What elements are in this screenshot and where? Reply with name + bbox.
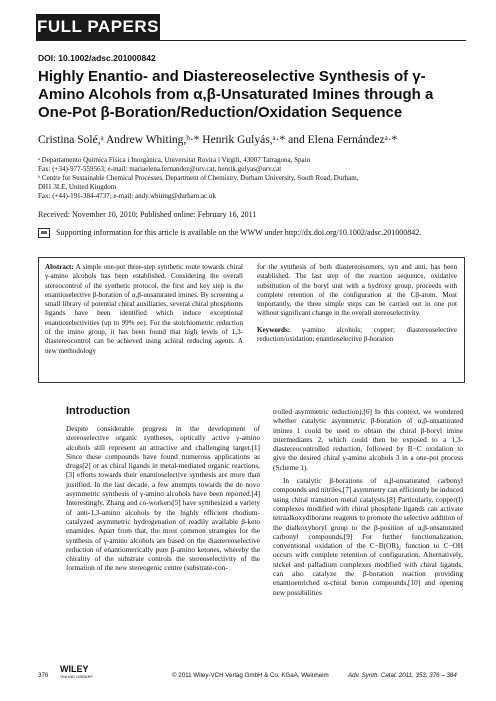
doi-line[interactable]: DOI: 10.1002/adsc.201000842	[38, 53, 156, 63]
abstract-text-left: A simple one-pot three-step synthetic route towards chiral γ-amino alcohols has been established. Considering the overall stereocontrol of the synthetic protocol, the first and key step is the enantioselective β-boration of α,β-unsaturated imines. By screening a small library of potential chiral auxiliaries, several chiral phosphorus ligands have been identified which induce exceptional enantioselectivities (up to 99% ee). For the stoichiometric reduction of the imino group, it has been found that high levels of 1,3-diastereocontrol can be achieved using achiral reducing agents. A new methodology	[45, 263, 243, 355]
abstract-box	[38, 257, 465, 383]
intro-right-para2: In catalytic β-borations of α,β-unsaturated carbonyl compounds and nitriles,[7] asymmetry can efficiently be induced using chiral transition metal catalysts.[8] Particularly, copper(I) complexes modified with chiral phosphine ligands can activate tetraalkoxydiborane reagents to promote the selective addition of the dialkoxyboryl group to the β-position of α,β-unsaturated carbonyl compounds.[9] For further functionalization, conventional oxidation of the C−B(OR)₂ function to C−OH occurs with complete retention of configuration. Alternatively, nickel and palladium complexes modified with chiral ligands, can also catalyze the β-boration reaction providing enantioenriched α-chiral boron compounds,[10] and opening new possibilities	[273, 476, 463, 597]
author-list: Cristina Solé,ᵃ Andrew Whiting,ᵇ·* Henrik Gulyás,ᵃ·* and Elena Fernándezᵃ·*	[38, 134, 398, 146]
page-number: 376	[38, 672, 49, 679]
affiliation-b-line3[interactable]: Fax: (+44)-191-384-4737; e-mail: andy.whiting@durham.ac.uk	[38, 192, 216, 200]
intro-column-right	[273, 407, 463, 597]
abstract-text-right: for the synthesis of both diastereoisomers, syn and anti, has been established. The last step of the reaction sequence, oxidative substitution of the boryl unit with a hydroxy group, proceeds with complete retention of the configuration at the Cβ-atom. Most importantly, the three simple steps can be carried out in one pot without significant change in the overall stereoselectivity.	[257, 263, 457, 318]
section-banner: FULL PAPERS	[36, 14, 160, 40]
abstract-left-column	[45, 263, 243, 356]
wiley-logo	[60, 664, 104, 682]
header-rule	[36, 40, 466, 41]
intro-column-left: Despite considerable progress in the development of stereoselective organic syntheses, optically active γ-amino alcohols still represent an attractive and challenging target.[1] Since these compounds have found numerous applications as drugs[2] or as chiral ligands in metal-mediated organic reactions,[3] efforts towards their enantioselective synthesis are more than justified. In the last decade, a few attempts towards the de novo asymmetric synthesis of γ-amino alcohols have been reported.[4] Interestingly, Zhang and co-workers[5] have synthesized a variety of anti-1,3-amino alcohols by the highly efficient rhodium-catalyzed asymmetric hydrogenation of readily available β-keto enamides. Apart from that, the most common strategies for the synthesis of γ-amino alcohols are based on the diastereoselective reduction of enantiomerically pure β-amino ketones, whereby the chirality of the substrate controls the stereoselectivity of the formation of the new stereogenic centre (substrate-con-	[66, 424, 260, 573]
affiliation-b-line1: ᵇ Centre for Sustainable Chemical Processes, Department of Chemistry, Durham University, South Road, Durham,	[38, 174, 359, 182]
copyright-line: © 2011 Wiley-VCH Verlag GmbH & Co. KGaA, Weinheim	[172, 672, 329, 679]
affiliation-a-line1: ᵃ Departamento Química Física i Inorgànica, Universitat Rovira i Virgili, 43007 Tarragona, Spain	[38, 156, 311, 164]
affiliation-a-line2[interactable]: Fax: (+34)-977-559563; e-mail: mariaelena.fernandez@urv.cat, henrik.gulyas@urv.cat	[38, 165, 282, 173]
received-dates: Received: November 10, 2010; Published online: February 16, 2011	[38, 210, 257, 219]
supporting-info-text[interactable]: Supporting information for this article is available on the WWW under http://dx.doi.org/10.1002/adsc.201000842.	[56, 228, 422, 237]
affiliation-b-line2: DH1 3LE, United Kingdom	[38, 183, 117, 191]
intro-right-para1: trolled asymmetric reduction).[6] In this context, we wondered whether catalytic asymmetric β-boration of α,β-unsaturated imines 1 could be used to obtain the chiral β-boryl imine intermediates 2, which could then be exposed to a 1,3-diastereocontrolled reduction, followed by B−C oxidation to give the desired chiral γ-amino alcohols 3 in a one-pot process (Scheme 1).	[273, 407, 463, 472]
introduction-heading: Introduction	[66, 405, 131, 417]
wiley-logo-text: WILEY	[60, 664, 89, 674]
article-title: Highly Enantio- and Diastereoselective Synthesis of γ-Amino Alcohols from α,β-Unsaturated Imines through a One-Pot β-Boration/Reduction/Oxidation Sequence	[38, 68, 434, 121]
abstract-label: Abstract:	[45, 263, 74, 271]
computer-icon	[38, 228, 50, 238]
journal-citation: Adv. Synth. Catal. 2011, 353, 376 – 384	[348, 672, 457, 679]
keywords-label: Keywords:	[257, 325, 291, 334]
keywords-text: γ-amino alcohols; copper; diastereoselective reduction/oxidation; enantioselective β-boration	[257, 325, 457, 344]
wiley-logo-subtext: ONLINE LIBRARY	[60, 674, 94, 679]
abstract-right-column	[257, 263, 457, 344]
